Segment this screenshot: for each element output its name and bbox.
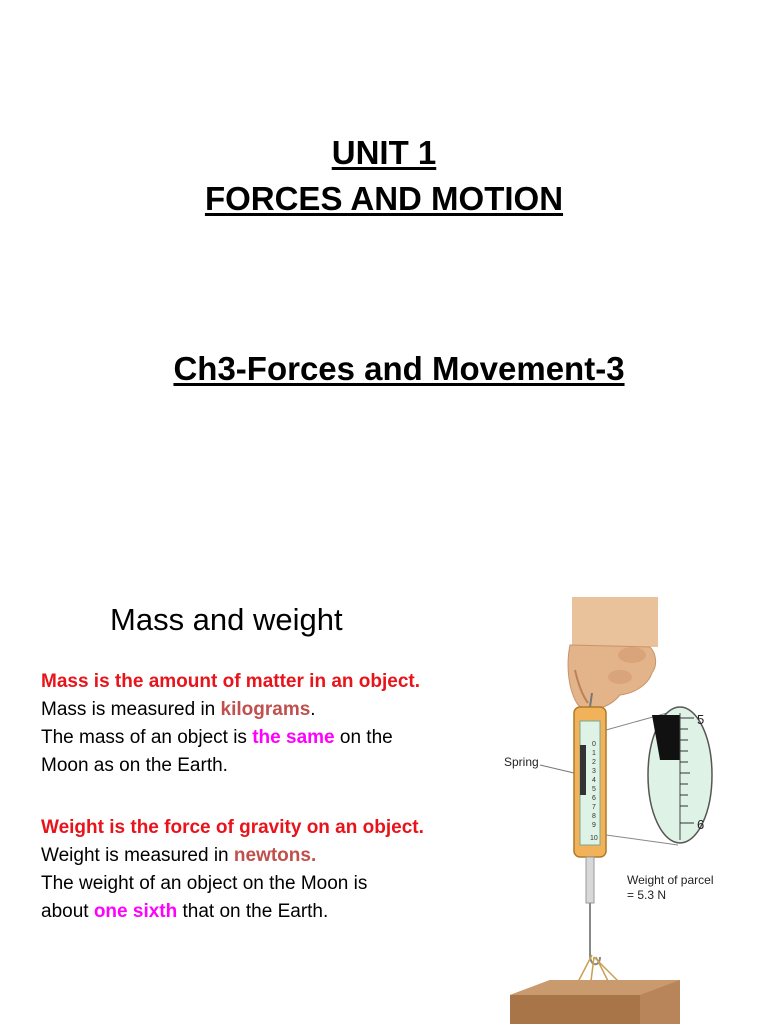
- hand-icon: [568, 597, 658, 710]
- weight-unit-line: [41, 842, 424, 870]
- mass-paragraph: [41, 668, 420, 780]
- section-heading: Mass and weight: [110, 602, 343, 637]
- mass-unit-prefix: Mass is measured in: [41, 699, 221, 720]
- weight-moon-line-2: [41, 898, 424, 926]
- mass-unit: kilograms: [220, 699, 311, 720]
- weight-paragraph: [41, 814, 424, 926]
- svg-text:8: 8: [592, 813, 596, 820]
- weight-definition: Weight is the force of gravity on an object.: [41, 817, 424, 838]
- chapter-title: Ch3-Forces and Movement-3: [173, 350, 625, 387]
- svg-text:5: 5: [592, 786, 596, 793]
- weight-unit-prefix: Weight is measured in: [41, 845, 234, 866]
- svg-text:10: 10: [590, 835, 598, 842]
- svg-text:0: 0: [592, 741, 596, 748]
- svg-text:9: 9: [592, 822, 596, 829]
- svg-text:3: 3: [592, 768, 596, 775]
- mass-same-highlight: the same: [252, 727, 335, 748]
- mass-moon-line: Moon as on the Earth.: [41, 755, 228, 776]
- svg-text:1: 1: [592, 750, 596, 757]
- parcel-icon: [510, 980, 680, 1024]
- spring-balance-figure: [470, 595, 768, 1024]
- svg-text:4: 4: [592, 777, 596, 784]
- spring-label: Spring: [504, 755, 539, 769]
- title-block: [0, 130, 768, 222]
- unit-title: UNIT 1: [331, 134, 437, 171]
- mass-same-prefix: The mass of an object is: [41, 727, 253, 748]
- svg-text:2: 2: [592, 759, 596, 766]
- svg-text:6: 6: [592, 795, 596, 802]
- weight-unit: newtons.: [233, 845, 317, 866]
- svg-text:7: 7: [592, 804, 596, 811]
- weight-moon-suffix: that on the Earth.: [177, 901, 329, 922]
- weight-moon-line-1: The weight of an object on the Moon is: [41, 873, 368, 894]
- mass-unit-line: [41, 696, 420, 724]
- unit-subtitle: FORCES AND MOTION: [204, 180, 564, 217]
- spring-balance-illustration: [470, 595, 768, 1024]
- weight-label-line1: Weight of parcel: [627, 873, 714, 887]
- mass-same-suffix: on the: [334, 727, 393, 748]
- weight-moon-highlight: one sixth: [93, 901, 178, 922]
- weight-moon-prefix: about: [41, 901, 94, 922]
- mass-unit-suffix: .: [310, 699, 316, 720]
- zoom-label-5: 5: [697, 712, 705, 727]
- mass-same-line: [41, 724, 420, 752]
- zoom-label-6: 6: [697, 817, 705, 832]
- mass-definition: Mass is the amount of matter in an object.: [41, 671, 421, 692]
- weight-label-line2: = 5.3 N: [627, 888, 667, 902]
